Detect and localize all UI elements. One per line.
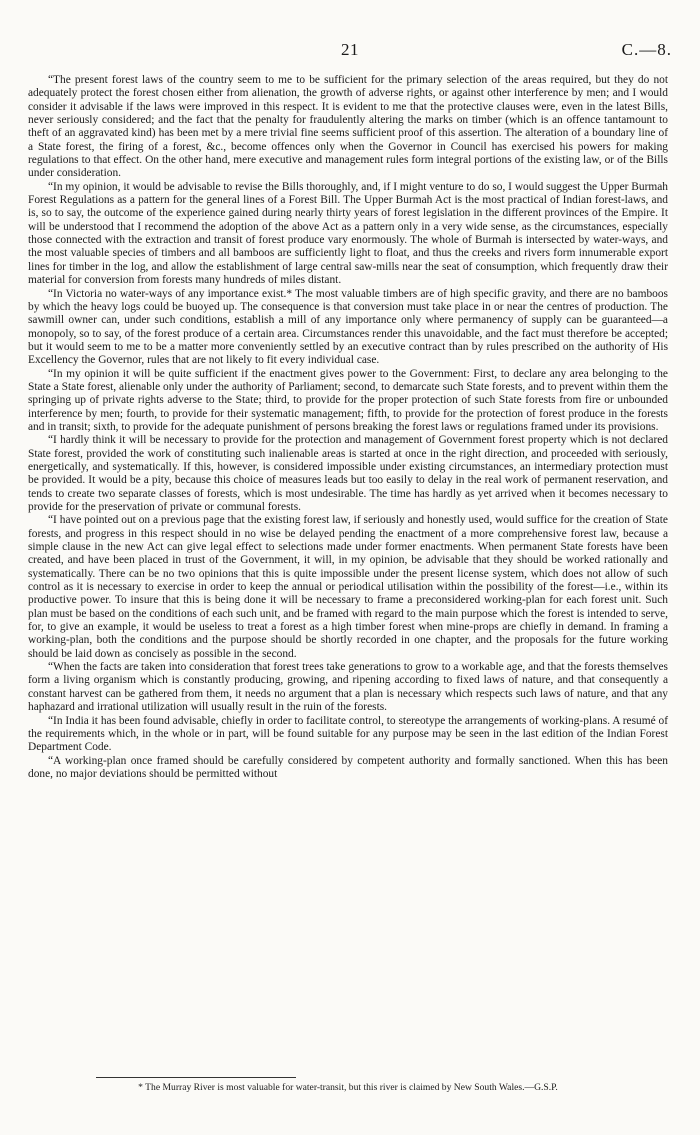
footnote-divider	[96, 1077, 296, 1078]
paragraph: “In Victoria no water-ways of any importance exist.* The most valuable timbers are of high specific gravity, and there are no bamboos by which the heavy logs could be buoyed up. The consequence is that conversion must take place in or near the centres of production. The sawmill owner can, under such conditions, establish a mill of any importance only where permanency of supply can be guaranteed—a monopoly, so to say, of the forest produce of a certain area. Circumstances render this unavoidable, and the fact must therefore be accepted; but it would seem to me to be a matter more conveniently settled by an executive contract than by rules prescribed on the authority of His Excellency the Governor, rules that are not likely to fit every individual case.	[28, 287, 668, 367]
paragraph: “In India it has been found advisable, chiefly in order to facilitate control, to stereotype the arrangements of working-plans. A resumé of the requirements which, in the whole or in part, will be found suitable for any purpose may be seen in the last edition of the Indian Forest Department Code.	[28, 714, 668, 754]
paragraph: “In my opinion, it would be advisable to revise the Bills thoroughly, and, if I might venture to do so, I would suggest the Upper Burmah Forest Regulations as a pattern for the general lines of a Forest Bill. The Upper Burmah Act is the most practical of Indian forest-laws, and is, so to say, the outcome of the experience gained during nearly thirty years of forest legislation in the different provinces of the Empire. It will be understood that I recommend the adoption of the above Act as a pattern only in a very wide sense, as the circumstances, especially those connected with the extraction and transit of forest produce vary enormously. The whole of Burmah is intersected by water-ways, and the most valuable species of timbers and all bamboos are sufficiently light to float, and thus the creeks and rivers form innumerable export lines for timber in the log, and allow the establishment of large central saw-mills near the seat of consumption, which frequently draw their material for conversion from forests many hundreds of miles distant.	[28, 180, 668, 287]
page-number: 21	[341, 40, 359, 59]
paragraph: “When the facts are taken into consideration that forest trees take generations to grow to a workable age, and that the forests themselves form a living organism which is constantly producing, growing, and ripening according to fixed laws of nature, and that consequently a constant harvest can be gathered from them, it needs no argument that a plan is necessary which respects such laws of nature, and that any haphazard and irrational utilization will usually result in the ruin of the forests.	[28, 661, 668, 714]
document-reference: C.—8.	[621, 40, 672, 59]
paragraph: “In my opinion it will be quite sufficient if the enactment gives power to the Government: First, to declare any area belonging to the State a State forest, alienable only under the authority of Parliament; second, to demarcate such State forests, and to prevent within them the springing up of private rights adverse to the State; third, to provide for the proper protection of such State forests from fire or unbounded interference by men; fourth, to provide for their systematic management; fifth, to provide for the protection of forest produce in the forests and in transit; sixth, to provide for the adequate punishment of persons breaking the forest laws or regulations framed under its provisions.	[28, 367, 668, 433]
footnote: * The Murray River is most valuable for water-transit, but this river is claimed by New South Wales.—G.S.P.	[138, 1082, 558, 1093]
paragraph: “A working-plan once framed should be carefully considered by competent authority and formally sanctioned. When this has been done, no major deviations should be permitted without	[28, 754, 668, 780]
paragraph: “The present forest laws of the country seem to me to be sufficient for the primary selection of the areas required, but they do not adequately protect the forest chosen either from alienation, the growth of adverse rights, or against other interference by men; and I would consider it advisable if the laws were improved in this respect. It is evident to me that the protective clauses were, even in the latest Bills, never seriously considered; and the fact that the penalty for fraudulently altering the marks on timber (which is an offence tantamount to theft of an aggravated kind) has been met by a mere trivial fine seems sufficient proof of this assertion. The alteration of a boundary line of a State forest, the firing of a forest, &c., become offences only when the Governor in Council has exercised his powers for making regulations to that effect. On the other hand, mere executive and management rules form integral portions of the existing law, or of the Bills under consideration.	[28, 74, 668, 180]
paragraph: “I have pointed out on a previous page that the existing forest law, if seriously and honestly used, would suffice for the creation of State forests, and progress in this respect should in no wise be delayed pending the enactment of a more comprehensive forest law, because a simple clause in the new Act can give legal effect to selections made under former enactments. When permanent State forests have been created, and have been placed in trust of the Government, it will, in my opinion, be advisable that they should be worked rationally and systematically. There can be no two opinions that this is quite impossible under the present license system, which does not allow of such control as it is necessary to exercise in order to keep the annual or periodical utilisation within the possibility of the forest—i.e., within its productive power. To insure that this is being done it will be necessary to frame a preconsidered working-plan for each forest unit. Such plan must be based on the conditions of each such unit, and be framed with regard to the main purpose which the forest is intended to serve, for, to give an example, it would be useless to treat a forest as a high timber forest when mine-props are chiefly in demand. In framing a working-plan, both the conditions and the purpose should be shortly recorded in one chapter, and the proposals for the future working should be laid down as concisely as possible in the second.	[28, 514, 668, 660]
paragraph: “I hardly think it will be necessary to provide for the protection and management of Government forest property which is not declared State forest, provided the work of constituting such inalienable areas is started at once in the right direction, and proceeded with seriously, energetically, and systematically. If this, however, is considered impossible under existing circumstances, an intermediary protection must be provided. It would be a pity, because this choice of measures leads but too easily to delay in the real work of permanent reservation, and tends to create two separate classes of forests, which is most undesirable. The time has hardly as yet arrived when it becomes necessary to provide for the preservation of private or communal forests.	[28, 434, 668, 513]
body-text	[28, 74, 668, 781]
